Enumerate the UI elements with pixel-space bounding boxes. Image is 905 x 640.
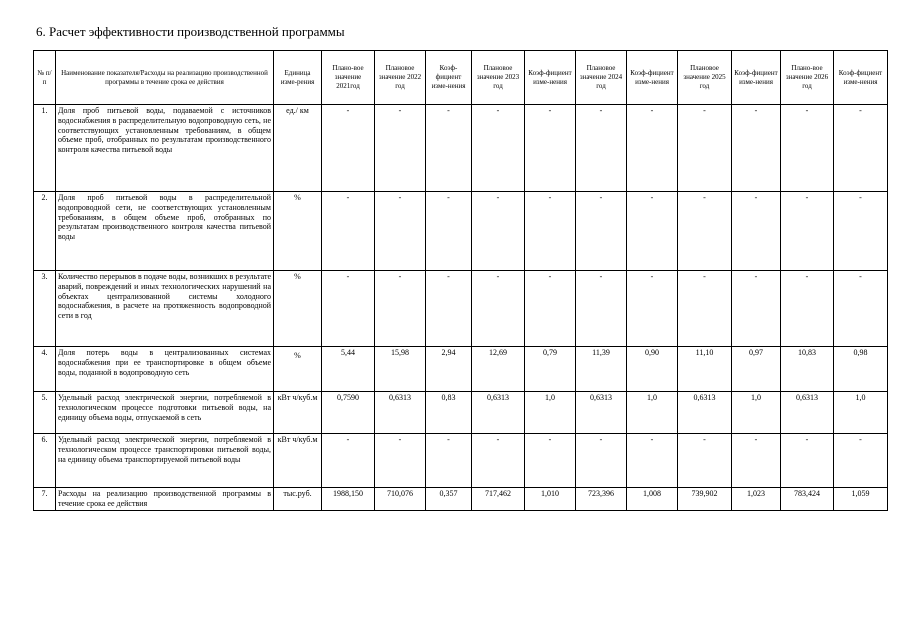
value-cell: 1,0 bbox=[732, 392, 781, 434]
indicator-name: Удельный расход электрической энергии, потребляемой в технологическом процессе транспортировки питьевой воды, на единицу объема транспортируемой питьевой воды bbox=[56, 434, 274, 488]
column-header: Плановое значение 2022 год bbox=[375, 51, 426, 105]
table-row bbox=[34, 488, 888, 511]
column-header: Коэф-фициент изме-нения bbox=[834, 51, 888, 105]
indicator-name: Доля потерь воды в централизованных системах водоснабжения при ее транспортировке в общем объеме воды, поданной в водопроводную сеть bbox=[56, 347, 274, 392]
unit-cell: % bbox=[274, 347, 322, 392]
value-cell: 1,059 bbox=[834, 488, 888, 511]
value-cell: - bbox=[678, 192, 732, 271]
value-cell: - bbox=[627, 271, 678, 347]
row-number: 3. bbox=[34, 271, 56, 347]
efficiency-table bbox=[33, 50, 888, 511]
indicator-name: Удельный расход электрической энергии, потребляемой в технологическом процессе подготовки питьевой воды, на единицу объема воды, отпускаемой в сеть bbox=[56, 392, 274, 434]
value-cell: 739,902 bbox=[678, 488, 732, 511]
value-cell: - bbox=[472, 434, 525, 488]
indicator-name: Количество перерывов в подаче воды, возникших в результате аварий, повреждений и иных технологических нарушений на объектах централизованной системы холодного водоснабжения, в расчете на протяженность водопроводной сети в год bbox=[56, 271, 274, 347]
page-title: 6. Расчет эффективности производственной программы bbox=[36, 24, 345, 39]
value-cell: 0,6313 bbox=[472, 392, 525, 434]
value-cell: 11,39 bbox=[576, 347, 627, 392]
table-row bbox=[34, 392, 888, 434]
value-cell: 1,0 bbox=[627, 392, 678, 434]
value-cell: - bbox=[426, 271, 472, 347]
value-cell: - bbox=[576, 271, 627, 347]
unit-cell: кВт ч/куб.м bbox=[274, 434, 322, 488]
value-cell: 11,10 bbox=[678, 347, 732, 392]
column-header: Наименование показателя/Расходы на реализацию производственной программы в течение срока ее действия bbox=[56, 51, 274, 105]
value-cell: - bbox=[525, 192, 576, 271]
value-cell: - bbox=[678, 434, 732, 488]
value-cell: - bbox=[322, 271, 375, 347]
value-cell: 1,010 bbox=[525, 488, 576, 511]
value-cell: 0,90 bbox=[627, 347, 678, 392]
row-number: 4. bbox=[34, 347, 56, 392]
value-cell: - bbox=[576, 434, 627, 488]
value-cell: 0,7590 bbox=[322, 392, 375, 434]
value-cell: 1988,150 bbox=[322, 488, 375, 511]
value-cell: 1,023 bbox=[732, 488, 781, 511]
column-header: Коэф-фициент изме-нения bbox=[627, 51, 678, 105]
value-cell: - bbox=[732, 434, 781, 488]
indicator-name: Расходы на реализацию производственной программы в течение срока ее действия bbox=[56, 488, 274, 511]
value-cell: - bbox=[472, 105, 525, 192]
value-cell: - bbox=[426, 434, 472, 488]
value-cell: - bbox=[525, 105, 576, 192]
value-cell: - bbox=[472, 271, 525, 347]
column-header: Плановое значение 2023 год bbox=[472, 51, 525, 105]
value-cell: 717,462 bbox=[472, 488, 525, 511]
value-cell: 1,008 bbox=[627, 488, 678, 511]
value-cell: 0,83 bbox=[426, 392, 472, 434]
value-cell: - bbox=[576, 105, 627, 192]
indicator-name: Доля проб питьевой воды в распределительной водопроводной сети, не соответствующих установленным требованиям, в общем объеме проб, отобранных по результатам производственного контроля качества питьевой воды bbox=[56, 192, 274, 271]
value-cell: 15,98 bbox=[375, 347, 426, 392]
value-cell: 0,79 bbox=[525, 347, 576, 392]
indicator-name: Доля проб питьевой воды, подаваемой с источников водоснабжения в распределительную водопроводную сеть, не соответствующих установленным требованиям, в общем объеме проб, отобранных по результатам производственного контроля качества питьевой воды bbox=[56, 105, 274, 192]
column-header: Коэф-фициент изме-нения bbox=[426, 51, 472, 105]
table-row bbox=[34, 192, 888, 271]
value-cell: - bbox=[834, 105, 888, 192]
value-cell: - bbox=[375, 105, 426, 192]
column-header: Коэф-фициент изме-нения bbox=[732, 51, 781, 105]
value-cell: 0,98 bbox=[834, 347, 888, 392]
value-cell: - bbox=[322, 105, 375, 192]
value-cell: - bbox=[627, 434, 678, 488]
value-cell: - bbox=[375, 192, 426, 271]
value-cell: - bbox=[781, 105, 834, 192]
value-cell: - bbox=[678, 105, 732, 192]
value-cell: 1,0 bbox=[834, 392, 888, 434]
value-cell: - bbox=[576, 192, 627, 271]
column-header: Плановое значение 2024 год bbox=[576, 51, 627, 105]
value-cell: 710,076 bbox=[375, 488, 426, 511]
column-header: Плановое значение 2025 год bbox=[678, 51, 732, 105]
value-cell: - bbox=[472, 192, 525, 271]
value-cell: - bbox=[732, 271, 781, 347]
unit-cell: % bbox=[274, 192, 322, 271]
value-cell: 2,94 bbox=[426, 347, 472, 392]
value-cell: 12,69 bbox=[472, 347, 525, 392]
column-header: Коэф-фициент изме-нения bbox=[525, 51, 576, 105]
column-header: № п/п bbox=[34, 51, 56, 105]
value-cell: - bbox=[834, 434, 888, 488]
row-number: 2. bbox=[34, 192, 56, 271]
table-row bbox=[34, 105, 888, 192]
value-cell: 0,97 bbox=[732, 347, 781, 392]
value-cell: 0,6313 bbox=[375, 392, 426, 434]
row-number: 7. bbox=[34, 488, 56, 511]
value-cell: 10,83 bbox=[781, 347, 834, 392]
value-cell: - bbox=[627, 192, 678, 271]
column-header: Единица изме-рения bbox=[274, 51, 322, 105]
unit-cell: кВт ч/куб.м bbox=[274, 392, 322, 434]
value-cell: - bbox=[834, 192, 888, 271]
value-cell: - bbox=[627, 105, 678, 192]
value-cell: - bbox=[834, 271, 888, 347]
value-cell: - bbox=[322, 434, 375, 488]
unit-cell: % bbox=[274, 271, 322, 347]
table-row bbox=[34, 434, 888, 488]
value-cell: 783,424 bbox=[781, 488, 834, 511]
value-cell: - bbox=[426, 105, 472, 192]
table-header-row bbox=[34, 51, 888, 105]
column-header: Плано-вое значение 2026 год bbox=[781, 51, 834, 105]
value-cell: - bbox=[322, 192, 375, 271]
value-cell: - bbox=[525, 434, 576, 488]
table-row bbox=[34, 271, 888, 347]
value-cell: 1,0 bbox=[525, 392, 576, 434]
value-cell: - bbox=[732, 105, 781, 192]
column-header: Плано-вое значение 2021год bbox=[322, 51, 375, 105]
value-cell: 5,44 bbox=[322, 347, 375, 392]
value-cell: - bbox=[678, 271, 732, 347]
value-cell: - bbox=[375, 271, 426, 347]
value-cell: - bbox=[781, 192, 834, 271]
table-row bbox=[34, 347, 888, 392]
value-cell: - bbox=[732, 192, 781, 271]
value-cell: 0,6313 bbox=[576, 392, 627, 434]
value-cell: - bbox=[426, 192, 472, 271]
value-cell: 0,6313 bbox=[781, 392, 834, 434]
row-number: 6. bbox=[34, 434, 56, 488]
value-cell: - bbox=[781, 434, 834, 488]
value-cell: 723,396 bbox=[576, 488, 627, 511]
value-cell: - bbox=[781, 271, 834, 347]
row-number: 1. bbox=[34, 105, 56, 192]
value-cell: - bbox=[525, 271, 576, 347]
value-cell: - bbox=[375, 434, 426, 488]
value-cell: 0,357 bbox=[426, 488, 472, 511]
value-cell: 0,6313 bbox=[678, 392, 732, 434]
unit-cell: ед./ км bbox=[274, 105, 322, 192]
row-number: 5. bbox=[34, 392, 56, 434]
unit-cell: тыс.руб. bbox=[274, 488, 322, 511]
